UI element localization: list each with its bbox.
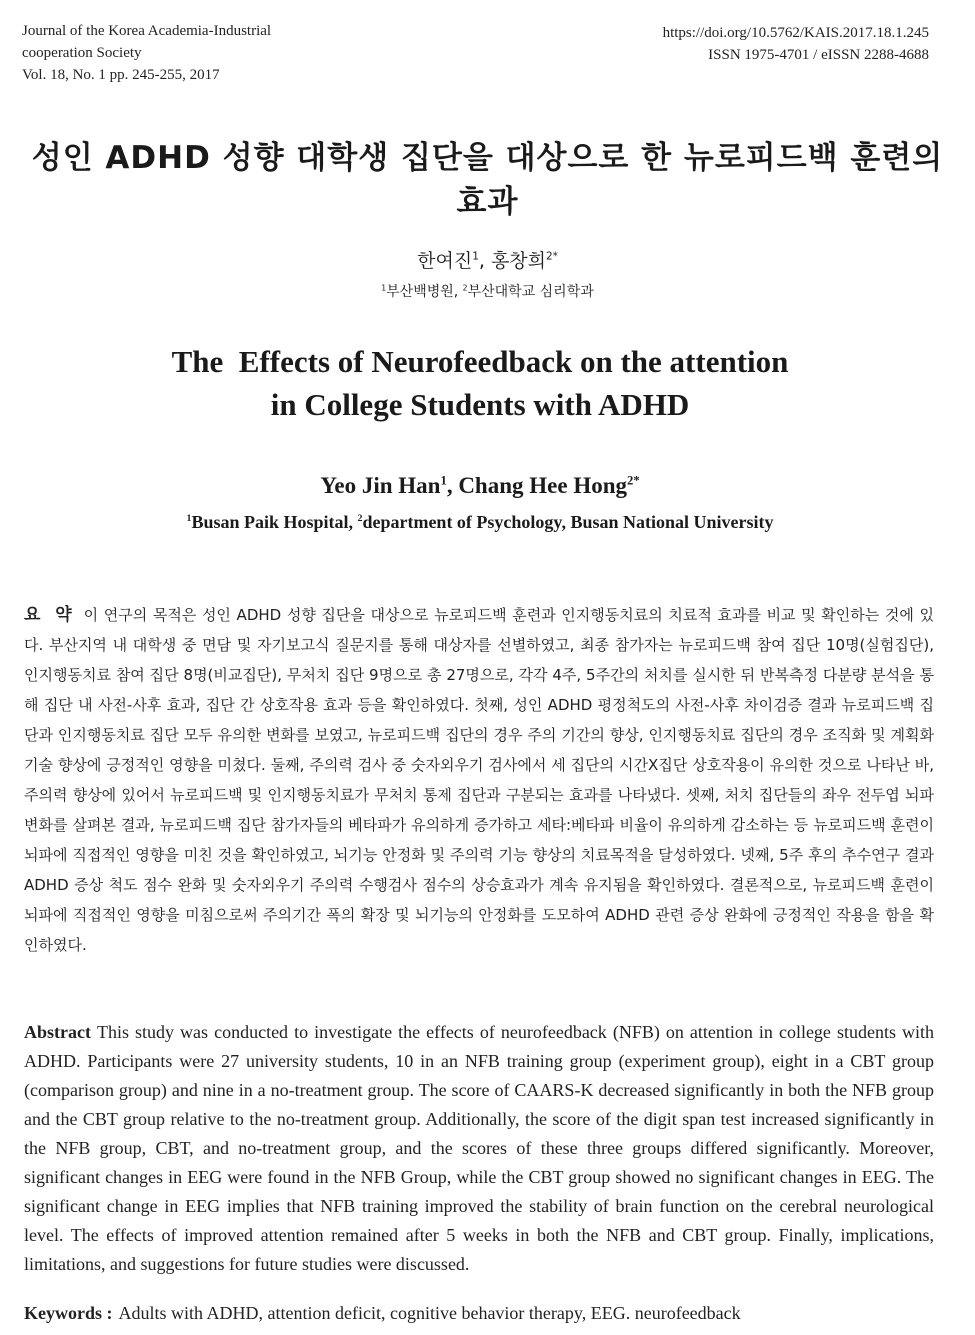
journal-name-line2: cooperation Society [22, 45, 142, 61]
aff-1-en: Busan Paik Hospital, [191, 512, 358, 532]
aff-2-ko: 부산대학교 심리학과 [467, 284, 594, 300]
english-title-line1: The Effects of Neurofeedback on the attention [171, 344, 789, 379]
english-title [0, 340, 960, 426]
issn: ISSN 1975-4701 / eISSN 2288-4688 [708, 47, 929, 63]
english-authors [0, 472, 960, 500]
doi-link[interactable]: https://doi.org/10.5762/KAIS.2017.18.1.245 [662, 25, 929, 41]
korean-abstract-label: 요 약 [24, 605, 76, 625]
author-separator-ko: , [478, 250, 491, 272]
korean-title-line1: 성인 ADHD 성향 대학생 집단을 대상으로 한 뉴로피드백 훈련의 [31, 140, 944, 176]
aff-1-ko-sup: 1 [381, 283, 387, 293]
aff-1-ko: 부산백병원, [386, 284, 463, 300]
korean-abstract [24, 600, 934, 960]
author-2-en-sup: 2* [627, 473, 640, 488]
aff-2-ko-sup: 2 [462, 283, 468, 293]
keywords-text: Adults with ADHD, attention deficit, cognitive behavior therapy, EEG. neurofeedback [118, 1303, 741, 1323]
keywords-label: Keywords : [24, 1303, 113, 1323]
korean-title-line2: 효과 [456, 184, 519, 220]
english-title-line2: in College Students with ADHD [270, 387, 690, 422]
author-2-ko: 홍창희 [490, 250, 546, 272]
aff-1-en-sup: 1 [186, 513, 192, 524]
journal-volume: Vol. 18, No. 1 pp. 245-255, 2017 [22, 67, 220, 83]
author-1-ko: 한여진 [417, 250, 473, 272]
korean-title [30, 136, 945, 224]
author-1-ko-sup: 1 [472, 250, 479, 263]
author-2-en: Chang Hee Hong [458, 473, 627, 498]
doi-issn-block [663, 22, 929, 66]
journal-name-line1: Journal of the Korea Academia-Industrial [22, 23, 272, 39]
journal-citation [22, 20, 271, 86]
author-2-ko-sup: 2* [546, 250, 558, 263]
korean-authors [0, 248, 975, 274]
english-affiliations [0, 510, 960, 534]
aff-2-en: department of Psychology, Busan National University [362, 512, 774, 532]
english-abstract-text: This study was conducted to investigate the effects of neurofeedback (NFB) on attention in college students with ADHD. Participants were 27 university students, 10 in an NFB training group (experiment group), eight in a CBT group (comparison group) and nine in a no-treatment group. The score of CAARS-K decreased significantly in both the NFB group and the CBT group relative to the no-treatment group. Additionally, the score of the digit span test increased significantly in the NFB group, CBT, and no-treatment group, and the scores of these three groups differed significantly. Moreover, significant changes in EEG were found in the NFB Group, while the CBT group showed no significant changes in EEG. The significant change in EEG implies that NFB training improved the stability of brain function on the cerebral neurological level. The effects of improved attention remained after 5 weeks in both the NFB and CBT group. Finally, implications, limitations, and suggestions for future studies were discussed. [24, 1022, 934, 1274]
keywords [24, 1300, 934, 1326]
author-1-en: Yeo Jin Han [320, 473, 441, 498]
english-abstract-label: Abstract [24, 1022, 91, 1042]
korean-abstract-text: 이 연구의 목적은 성인 ADHD 성향 집단을 대상으로 뉴로피드백 훈련과 인지행동치료의 치료적 효과를 비교 및 확인하는 것에 있다. 부산지역 내 대학생 중 면담 및 자기보고식 질문지를 통해 대상자를 선별하였고, 최종 참가자는 뉴로피드백 참여 집단 10명(실험집단), 인지행동치료 참여 집단 8명(비교집단), 무처치 집단 9명으로 총 27명으로, 각각 4주, 5주간의 처치를 실시한 뒤 반복측정 다분량 분석을 통해 집단 내 사전-사후 효과, 집단 간 상호작용 효과 등을 확인하였다. 첫째, 성인 ADHD 평정척도의 사전-사후 차이검증 결과 뉴로피드백 집단과 인지행동치료 집단 모두 유의한 변화를 보였고, 뉴로피드백 집단의 경우 주의 기간의 향상, 인지행동치료 집단의 경우 조직화 및 계획화 기술 향상에 긍정적인 영향을 미쳤다. 둘째, 주의력 검사 중 숫자외우기 검사에서 세 집단의 시간X집단 상호작용이 유의한 것으로 나타난 바, 주의력 향상에 있어서 뉴로피드백 및 인지행동치료가 무처치 통제 집단과 구분되는 효과를 나타냈다. 셋째, 처치 집단들의 좌우 전두엽 뇌파변화를 살펴본 결과, 뉴로피드백 집단 참가자들의 베타파가 유의하게 증가하고 세타:베타파 비율이 유의하게 감소하는 등 뉴로피드백 훈련이 뇌파에 직접적인 영향을 미친 것을 확인하였고, 뇌기능 안정화 및 주의력 기능 향상의 치료목적을 달성하였다. 넷째, 5주 후의 추수연구 결과 ADHD 증상 척도 점수 완화 및 숫자외우기 주의력 수행검사 점수의 상승효과가 계속 유지됨을 확인하였다. 결론적으로, 뉴로피드백 훈련이 뇌파에 직접적인 영향을 미침으로써 주의기간 폭의 확장 및 뇌기능의 안정화를 도모하여 ADHD 관련 증상 완화에 긍정적인 작용을 함을 확인하였다. [24, 606, 934, 954]
english-abstract [24, 1018, 934, 1279]
author-separator-en: , [446, 473, 459, 498]
korean-affiliations [0, 282, 975, 302]
aff-2-en-sup: 2 [357, 513, 363, 524]
author-1-en-sup: 1 [440, 473, 447, 488]
